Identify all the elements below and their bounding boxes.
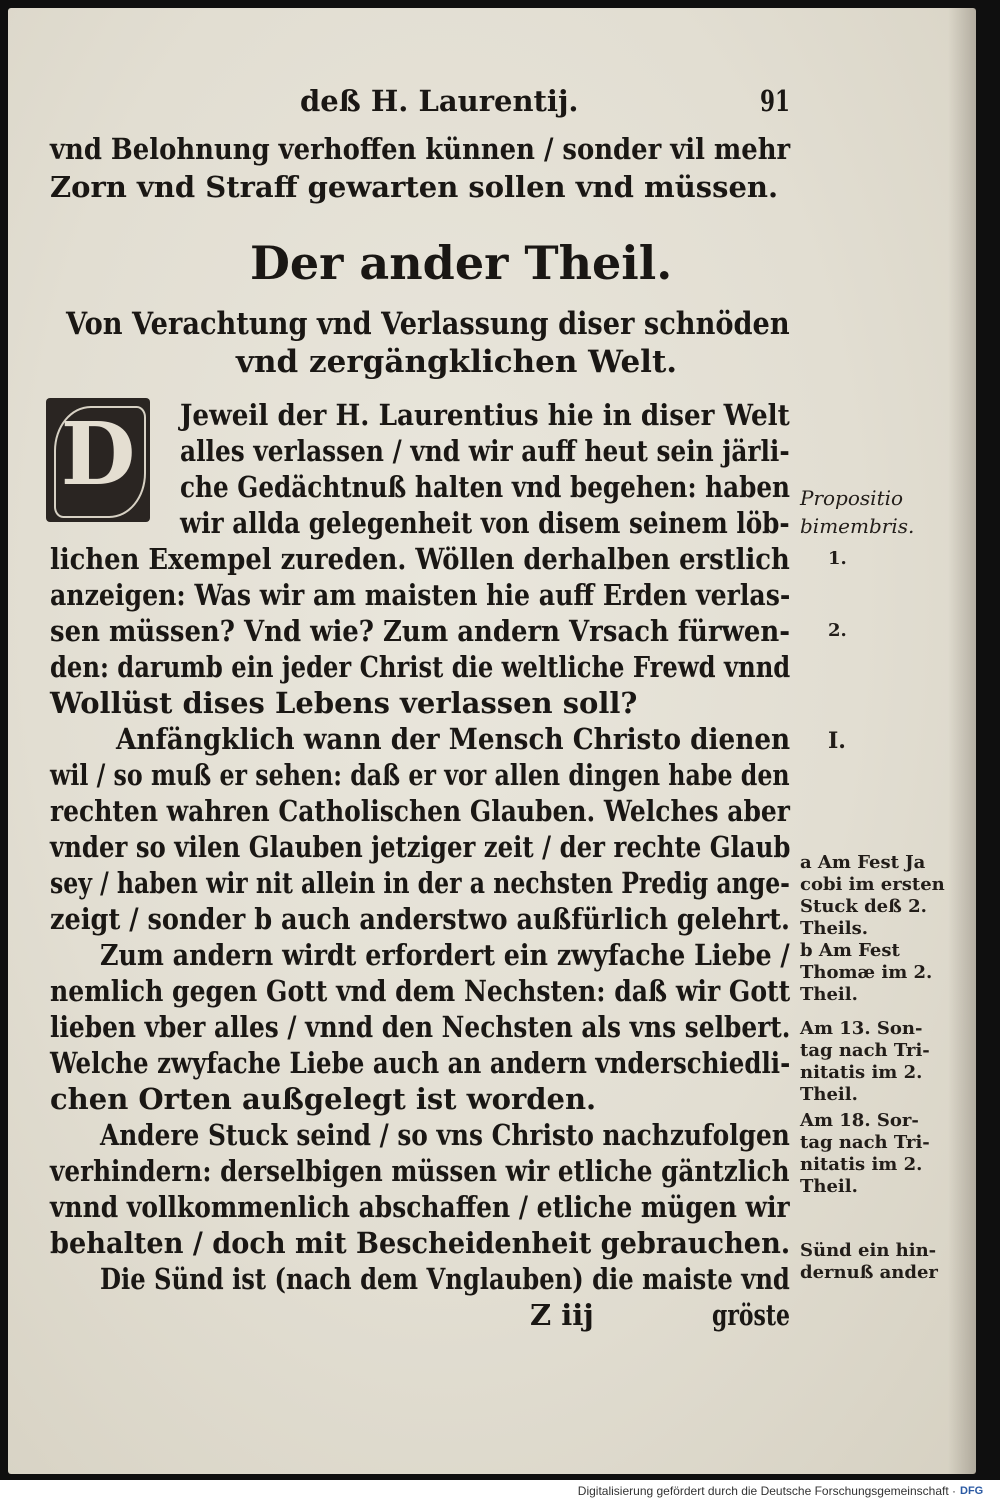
body-line-top-2: Zorn vnd Straff gewarten sollen vnd müssen. bbox=[50, 170, 779, 204]
body-line-14: sey / haben wir nit allein in der a nechsten Predig ange- bbox=[50, 866, 790, 900]
page-number: 91 bbox=[760, 84, 790, 118]
margin-note-13-4: Theil. bbox=[800, 1084, 858, 1105]
page-edge-shadow bbox=[948, 8, 976, 1474]
margin-note-a-4: Theils. bbox=[800, 918, 869, 939]
decorated-initial bbox=[46, 398, 150, 522]
margin-note-18-1: Am 18. Sor- bbox=[800, 1110, 919, 1131]
margin-note-b-2: Thomæ im 2. bbox=[800, 962, 933, 983]
signature-mark: Z iij bbox=[530, 1298, 594, 1332]
body-line-5: lichen Exempel zureden. Wöllen derhalben erstlich bbox=[50, 542, 790, 576]
body-line-17: nemlich gegen Gott vnd dem Nechsten: daß wir Gott bbox=[50, 974, 791, 1008]
body-line-8: den: darumb ein jeder Christ die weltliche Frewd vnnd bbox=[50, 650, 791, 684]
margin-number-2: 2. bbox=[828, 620, 847, 641]
body-line-13: vnder so vilen Glauben jetziger zeit / der rechte Glaub bbox=[50, 830, 791, 864]
margin-propositio-2: bimembris. bbox=[800, 514, 915, 538]
body-line-2: alles verlassen / vnd wir auff heut sein järli- bbox=[180, 434, 790, 468]
initial-letter: D bbox=[60, 404, 136, 505]
body-line-20: chen Orten außgelegt ist worden. bbox=[50, 1082, 597, 1116]
funding-credit: Digitalisierung gefördert durch die Deutsche Forschungsgemeinschaft · bbox=[577, 1484, 956, 1498]
body-line-10: Anfängklich wann der Mensch Christo dienen bbox=[116, 722, 791, 756]
body-line-7: sen müssen? Vnd wie? Zum andern Vrsach fürwen- bbox=[50, 614, 790, 648]
body-line-12: rechten wahren Catholischen Glauben. Welches aber bbox=[50, 794, 790, 828]
body-line-22: verhindern: derselbigen müssen wir etliche gäntzlich bbox=[50, 1154, 790, 1188]
body-line-25: Die Sünd ist (nach dem Vnglauben) die maiste vnd bbox=[100, 1262, 790, 1296]
margin-note-sund-1: Sünd ein hin- bbox=[800, 1240, 937, 1261]
margin-number-I: I. bbox=[828, 728, 846, 754]
margin-number-1: 1. bbox=[828, 548, 847, 569]
running-title: deß H. Laurentij. bbox=[300, 84, 579, 118]
margin-note-18-3: nitatis im 2. bbox=[800, 1154, 923, 1175]
margin-note-a-2: cobi im ersten bbox=[800, 874, 945, 895]
body-line-21: Andere Stuck seind / so vns Christo nachzufolgen bbox=[100, 1118, 790, 1152]
body-line-top-1: vnd Belohnung verhoffen künnen / sonder vil mehr bbox=[50, 132, 791, 166]
margin-note-a-1: a Am Fest Ja bbox=[800, 852, 926, 873]
body-line-18: lieben vber alles / vnnd den Nechsten als vns selbert. bbox=[50, 1010, 791, 1044]
catchword: gröste bbox=[712, 1298, 791, 1332]
body-line-1: Jeweil der H. Laurentius hie in diser Welt bbox=[180, 398, 790, 432]
margin-note-sund-2: dernuß ander bbox=[800, 1262, 938, 1283]
subheading-line-2: vnd zergängklichen Welt. bbox=[236, 344, 678, 380]
margin-propositio-1: Propositio bbox=[800, 486, 904, 510]
margin-note-13-2: tag nach Tri- bbox=[800, 1040, 930, 1061]
body-line-3: che Gedächtnuß halten vnd begehen: haben bbox=[180, 470, 791, 504]
section-heading: Der ander Theil. bbox=[250, 236, 673, 290]
footer-bar bbox=[0, 1480, 1000, 1504]
body-line-15: zeigt / sonder b auch anderstwo außfürlich gelehrt. bbox=[50, 902, 790, 936]
margin-note-a-3: Stuck deß 2. bbox=[800, 896, 927, 917]
body-line-19: Welche zwyfache Liebe auch an andern vnderschiedli- bbox=[50, 1046, 791, 1080]
body-line-16: Zum andern wirdt erfordert ein zwyfache Liebe / bbox=[100, 938, 790, 972]
margin-note-b-1: b Am Fest bbox=[800, 940, 900, 961]
body-line-24: behalten / doch mit Bescheidenheit gebrauchen. bbox=[50, 1226, 791, 1260]
margin-note-18-2: tag nach Tri- bbox=[800, 1132, 930, 1153]
margin-note-13-3: nitatis im 2. bbox=[800, 1062, 923, 1083]
body-line-4: wir allda gelegenheit von disem seinem löb- bbox=[180, 506, 790, 540]
body-line-11: wil / so muß er sehen: daß er vor allen dingen habe den bbox=[50, 758, 790, 792]
subheading-line-1: Von Verachtung vnd Verlassung diser schnöden bbox=[66, 306, 790, 342]
dfg-logo-icon[interactable]: DFG bbox=[960, 1485, 984, 1497]
margin-note-18-4: Theil. bbox=[800, 1176, 858, 1197]
body-line-6: anzeigen: Was wir am maisten hie auff Erden verlas- bbox=[50, 578, 791, 612]
body-line-9: Wollüst dises Lebens verlassen soll? bbox=[50, 686, 638, 720]
body-line-23: vnnd vollkommenlich abschaffen / etliche mügen wir bbox=[50, 1190, 790, 1224]
margin-note-13-1: Am 13. Son- bbox=[800, 1018, 923, 1039]
margin-note-b-3: Theil. bbox=[800, 984, 858, 1005]
